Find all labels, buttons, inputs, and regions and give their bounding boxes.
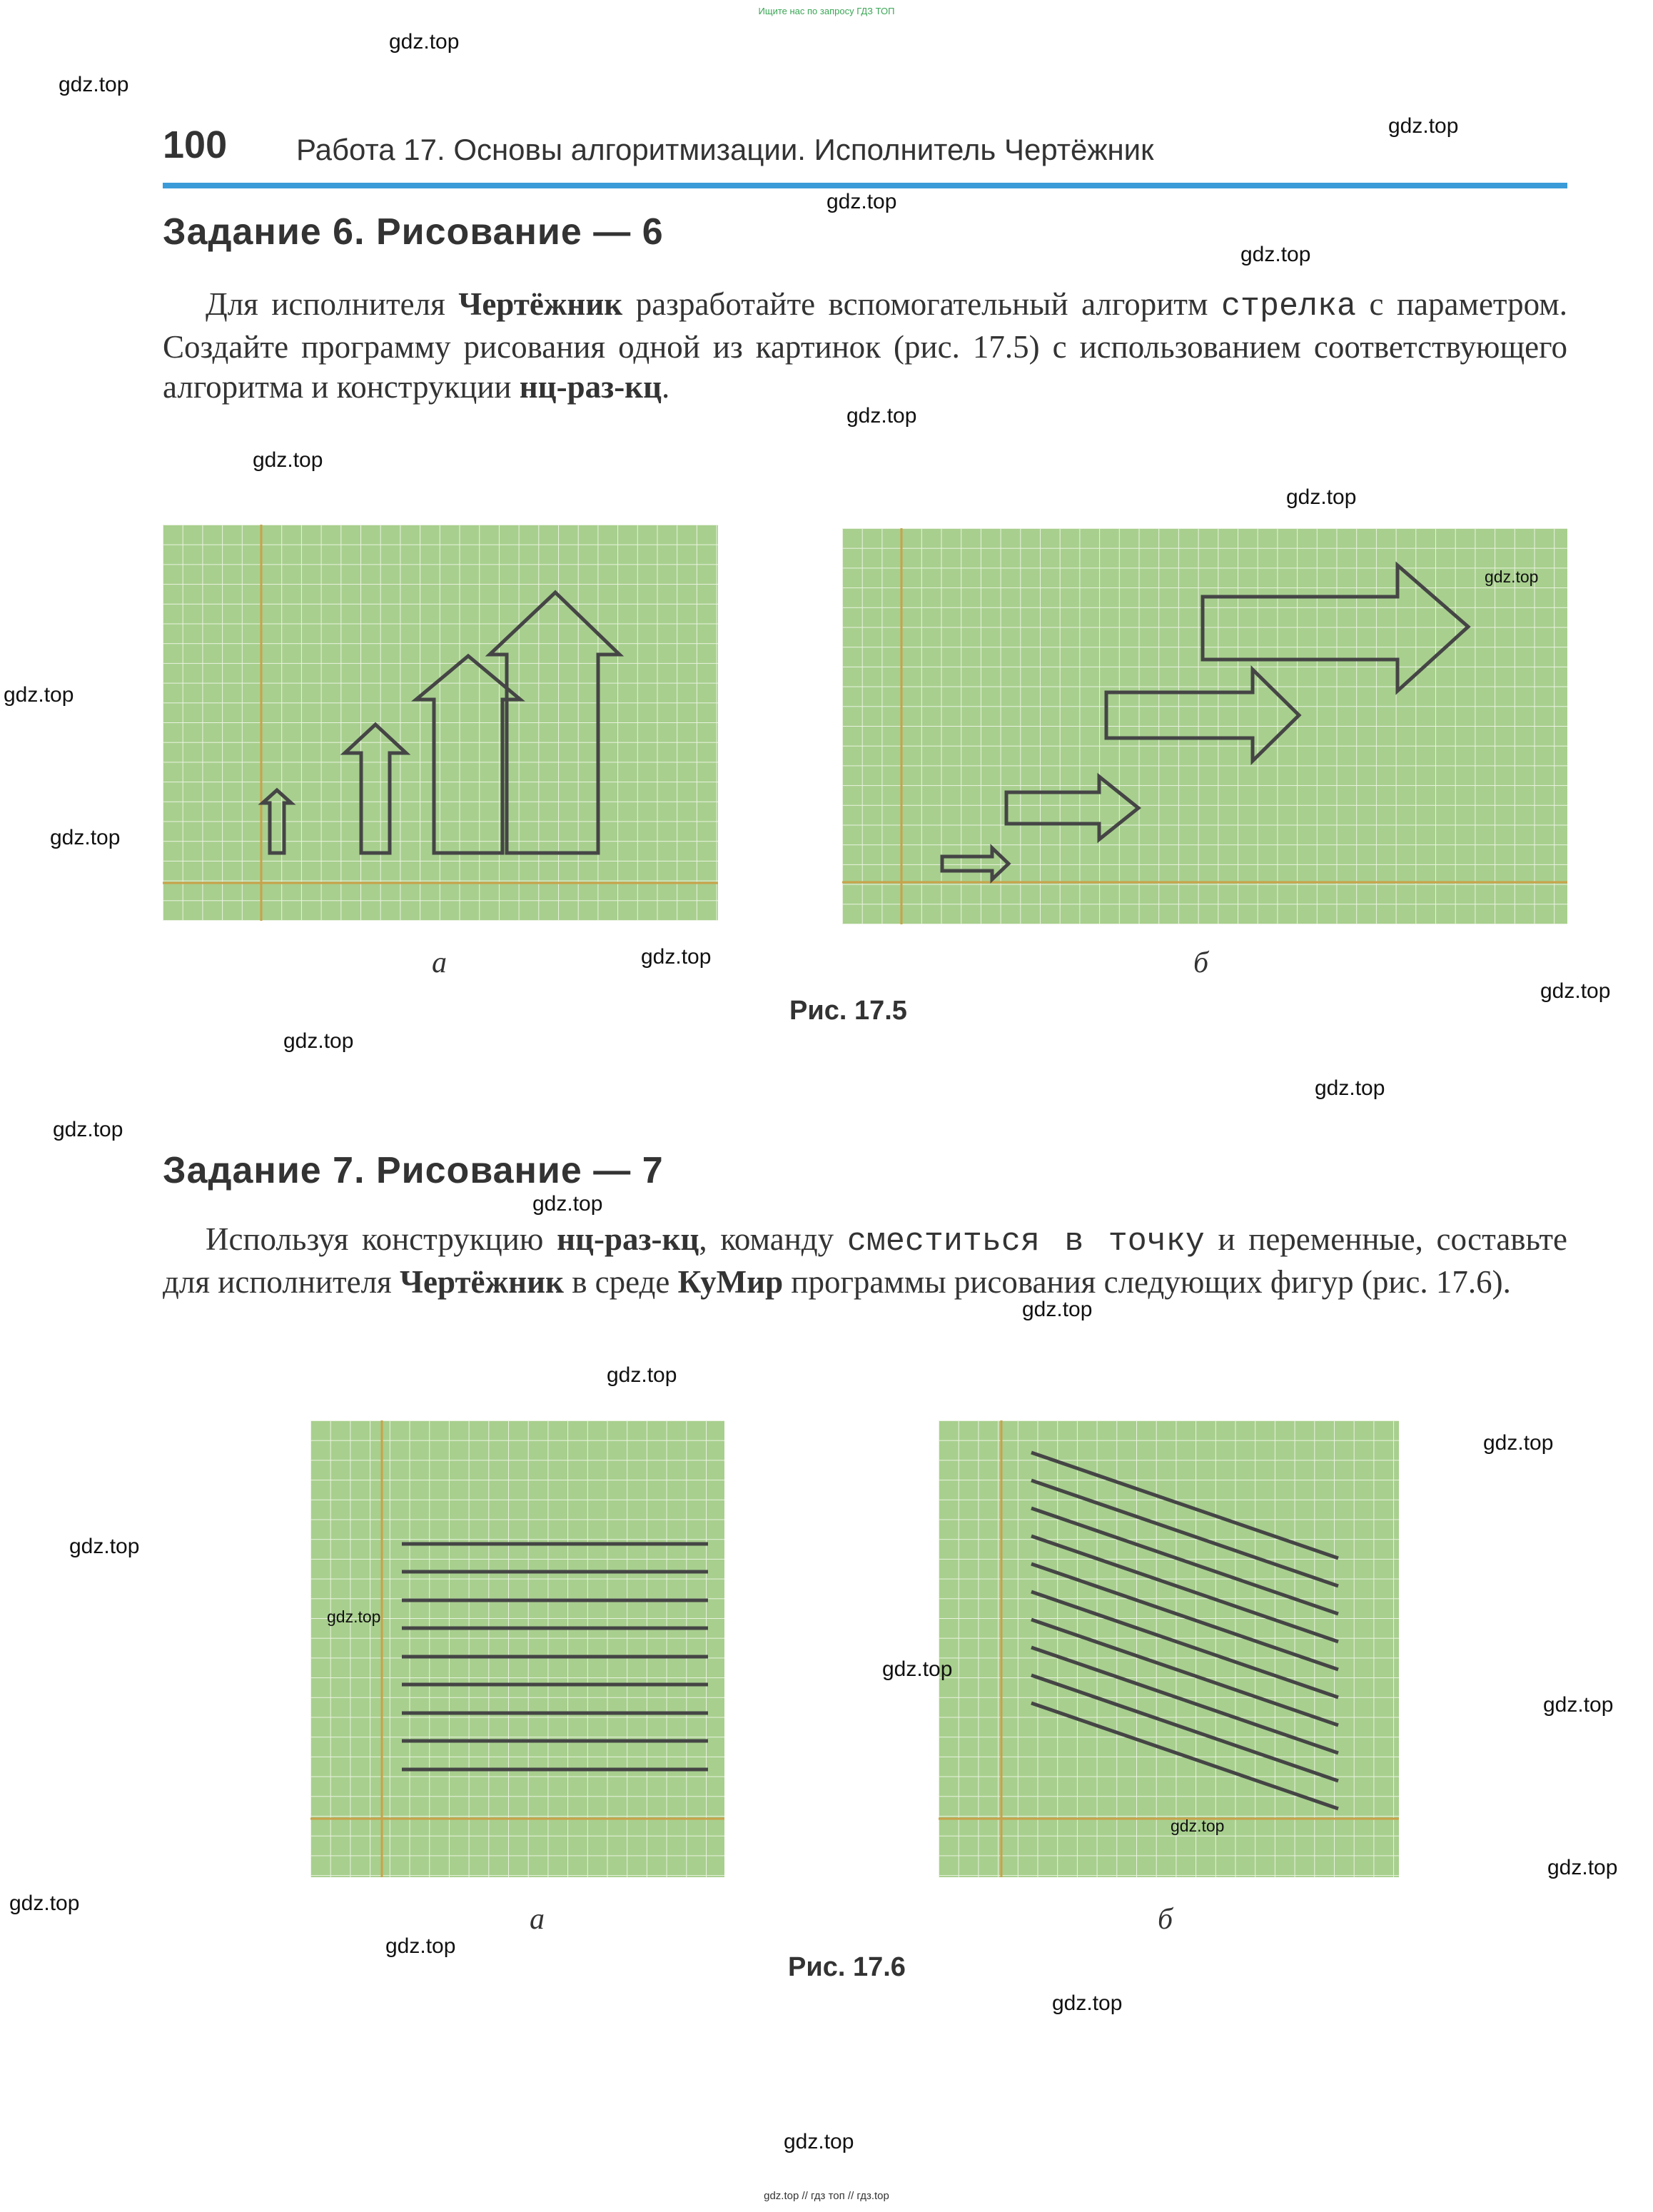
task7-title: Задание 7. Рисование — 7 <box>163 1150 664 1191</box>
top-banner: Ищите нас по запросу ГДЗ ТОП <box>758 6 895 16</box>
footer-note: gdz.top // гдз топ // гдз.top <box>764 2190 889 2202</box>
watermark: gdz.top <box>1547 1856 1618 1879</box>
task6-text-4: . <box>662 369 670 405</box>
watermark: gdz.top <box>641 945 712 969</box>
task7-text-1: Используя конструкцию <box>206 1221 557 1257</box>
task6-bold-executor: Чертёжник <box>458 286 623 322</box>
watermark: gdz.top <box>1240 243 1311 266</box>
task7-bold-executor: Чертёжник <box>400 1264 564 1300</box>
watermark: gdz.top <box>1315 1076 1385 1100</box>
figure-17-6-a-label: а <box>530 1903 545 1936</box>
watermark: gdz.top <box>327 1607 381 1626</box>
task6-text-1: Для исполнителя <box>206 286 459 322</box>
page-number: 100 <box>163 123 228 166</box>
watermark: gdz.top <box>50 826 121 849</box>
watermark: gdz.top <box>882 1657 953 1681</box>
figure-17-6-b <box>939 1420 1399 1877</box>
watermark: gdz.top <box>607 1363 677 1387</box>
watermark: gdz.top <box>1540 979 1611 1003</box>
task7-text <box>163 1219 1567 1302</box>
watermark: gdz.top <box>9 1892 80 1915</box>
watermark: gdz.top <box>253 448 323 472</box>
task7-text-4: в среде <box>563 1264 678 1300</box>
watermark: gdz.top <box>53 1118 123 1141</box>
task6-title: Задание 6. Рисование — 6 <box>163 211 664 253</box>
task7-mono-command: сместиться в точку <box>846 1223 1205 1260</box>
task7-bold-env: КуМир <box>677 1264 784 1300</box>
watermark: gdz.top <box>389 30 460 54</box>
watermark: gdz.top <box>1022 1298 1093 1321</box>
task7-text-5: программы рисования следующих фигур (рис. 17.6). <box>783 1264 1511 1300</box>
figure-17-5-b <box>842 528 1567 924</box>
header-rule <box>163 183 1567 188</box>
task6-mono-arrow: стрелка <box>1220 288 1356 325</box>
watermark: gdz.top <box>784 2130 854 2153</box>
task7-bold-loop: нц-раз-кц <box>557 1221 699 1257</box>
figure-17-5-b-label: б <box>1193 946 1209 979</box>
running-header: Работа 17. Основы алгоритмизации. Исполнитель Чертёжник <box>296 133 1154 166</box>
figure-17-5-a <box>163 525 718 921</box>
watermark: gdz.top <box>826 190 897 213</box>
watermark: gdz.top <box>1485 567 1539 586</box>
task7-text-2: , команду <box>699 1221 847 1257</box>
watermark: gdz.top <box>283 1029 354 1053</box>
watermark: gdz.top <box>69 1535 140 1558</box>
watermark: gdz.top <box>385 1934 456 1958</box>
watermark: gdz.top <box>1543 1693 1614 1717</box>
watermark: gdz.top <box>1388 114 1459 138</box>
figure-17-6-caption: Рис. 17.6 <box>788 1952 906 1982</box>
watermark: gdz.top <box>4 683 74 707</box>
watermark: gdz.top <box>1052 1991 1123 2015</box>
figure-17-6-a <box>310 1420 724 1877</box>
task6-bold-loop: нц-раз-кц <box>519 369 662 405</box>
watermark: gdz.top <box>846 404 917 428</box>
task6-text-2: разработайте вспомогательный алгоритм <box>622 286 1221 322</box>
watermark: gdz.top <box>1286 485 1357 509</box>
watermark: gdz.top <box>1483 1431 1554 1455</box>
watermark: gdz.top <box>59 73 129 96</box>
figure-17-5-caption: Рис. 17.5 <box>789 996 907 1026</box>
task7-text-3: и переменные, составьте для исполнителя <box>163 1221 1567 1300</box>
watermark: gdz.top <box>1171 1817 1225 1835</box>
figure-17-6-b-label: б <box>1158 1903 1173 1936</box>
watermark: gdz.top <box>532 1192 603 1216</box>
task6-text <box>163 284 1567 407</box>
figure-17-5-a-label: а <box>432 946 447 979</box>
task6-text-3: с параметром. Создайте программу рисования одной из картинок (рис. 17.5) с использованием соответствующего алгоритма и конструкции <box>163 286 1568 405</box>
